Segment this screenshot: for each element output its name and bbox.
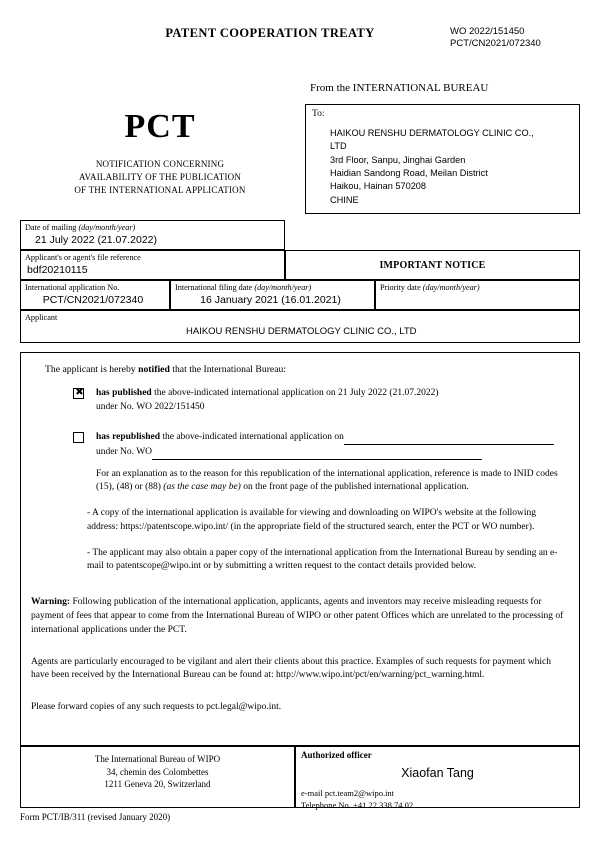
priority-date-label: Priority date (day/month/year) — [380, 283, 480, 292]
file-reference-box — [20, 250, 285, 280]
notified-intro: The applicant is hereby notified that the International Bureau: — [45, 364, 287, 375]
international-filing-date-box — [170, 280, 375, 310]
date-of-mailing-box — [20, 220, 285, 250]
applicant-box — [20, 310, 580, 343]
warning-text: Following publication of the international application, applicants, agents and inventors may receive misleading requests for payment of fees that appear to come from the International Bureau of WIPO or other patent Offices which are unrelated to the processing of international applications under the PCT. — [31, 597, 564, 635]
bureau-line-1: The International Bureau of WIPO — [94, 754, 221, 764]
international-bureau-address — [20, 746, 295, 808]
explanation-italic: (as the case may be) — [163, 482, 241, 493]
subtitle-line-1: NOTIFICATION CONCERNING — [95, 159, 225, 169]
notification-subtitle — [20, 158, 300, 197]
officer-email: e-mail pct.team2@wipo.int — [301, 788, 395, 798]
bureau-line-3: 1211 Geneva 20, Switzerland — [104, 779, 211, 790]
file-reference-value: bdf20210115 — [27, 263, 88, 276]
published-option-text — [96, 387, 569, 416]
officer-phone: Telephone No. +41 22 338 74 02 — [301, 799, 414, 810]
addressee-box — [305, 104, 580, 214]
filing-date-value: 16 January 2021 (16.01.2021) — [200, 293, 341, 306]
republication-number-blank — [152, 450, 482, 460]
filing-date-label: International filing date (day/month/year) — [175, 283, 312, 292]
priority-date-value — [376, 293, 579, 294]
republished-bold: has republished — [96, 432, 160, 443]
bureau-line-2: 34, chemin des Colombettes — [106, 766, 209, 777]
republished-text: the above-indicated international application on — [159, 432, 344, 443]
date-format-hint: (day/month/year) — [78, 223, 136, 232]
applicant-value: HAIKOU RENSHU DERMATOLOGY CLINIC CO., LTD — [186, 325, 417, 337]
priority-date-box — [375, 280, 580, 310]
paper-copy-bullet: - The applicant may also obtain a paper copy of the international application from the International Bureau by sending an e-mail to patentscope@wipo.int or by submitting a written request to the contact details provided below. — [87, 547, 558, 572]
authorized-officer-box — [295, 746, 580, 808]
address-line-4: Haidian Sandong Road, Meilan District — [330, 168, 488, 179]
republished-checkbox[interactable] — [73, 432, 84, 443]
form-identifier: Form PCT/IB/311 (revised January 2020) — [20, 812, 171, 822]
copy-availability-bullet: - A copy of the international application is available for viewing and downloading on WIPO's website at the following address: https://patentscope.wipo.int/ (in the appropriate field of the structured search, enter the PCT or WO number). — [87, 508, 536, 532]
filing-date-format-hint: (day/month/year) — [254, 283, 312, 292]
important-notice-box — [285, 250, 580, 280]
pct-logo-block — [20, 100, 300, 197]
warning-paragraph — [31, 596, 569, 637]
authorized-officer-name: Xiaofan Tang — [401, 766, 474, 780]
application-no-value: PCT/CN2021/072340 — [42, 293, 144, 306]
pct-number: PCT/CN2021/072340 — [450, 38, 541, 50]
pct-logo: PCT — [124, 108, 196, 145]
date-of-mailing-value: 21 July 2022 (21.07.2022) — [35, 233, 158, 246]
international-application-no-box — [20, 280, 170, 310]
forward-paragraph: Please forward copies of any such requests to pct.legal@wipo.int. — [31, 702, 282, 713]
subtitle-line-3: OF THE INTERNATIONAL APPLICATION — [74, 185, 246, 196]
addressee-address — [330, 127, 573, 207]
published-bold: has published — [96, 387, 152, 398]
republished-number-line: under No. WO — [96, 446, 569, 460]
subtitle-line-2: AVAILABILITY OF THE PUBLICATION — [78, 172, 242, 183]
to-label: To: — [312, 109, 325, 119]
address-line-2: LTD — [330, 141, 347, 152]
address-line-3: 3rd Floor, Sanpu, Jinghai Garden — [330, 154, 466, 165]
published-checkbox[interactable] — [73, 388, 84, 399]
from-line: From the INTERNATIONAL BUREAU — [310, 82, 489, 94]
file-reference-label: Applicant's or agent's file reference — [25, 253, 141, 262]
wo-number: WO 2022/151450 — [450, 26, 525, 37]
date-of-mailing-label: Date of mailing (day/month/year) — [25, 223, 136, 232]
published-number-line: under No. WO 2022/151450 — [96, 402, 205, 413]
warning-label: Warning: — [31, 597, 71, 608]
application-no-label: International application No. — [25, 283, 120, 292]
document-header — [0, 26, 600, 51]
authorized-officer-label: Authorized officer — [301, 750, 372, 760]
republication-explanation: For an explanation as to the reason for this republication of the international application, reference is made to INID codes (15), (48) or (88) (as the case may be) on the front page of the published international application. — [96, 468, 558, 493]
address-line-5: Haikou, Hainan 570208 — [330, 181, 427, 192]
published-option-row[interactable] — [73, 387, 569, 416]
notification-body-box — [20, 352, 580, 746]
agents-paragraph: Agents are particularly encouraged to be vigilant and alert their clients about this practice. Examples of such requests for payment which have been received by the International Bureau can be found at: http://www.wipo.int/pct/en/warning/pct_warning.html. — [31, 656, 551, 681]
publication-references — [450, 26, 600, 51]
address-line-6: CHINE — [330, 194, 359, 205]
important-notice-label: IMPORTANT NOTICE — [379, 259, 486, 271]
republished-option-text — [96, 431, 569, 495]
page-title: PATENT COOPERATION TREATY — [165, 26, 375, 40]
address-line-1: HAIKOU RENSHU DERMATOLOGY CLINIC CO., — [330, 128, 534, 138]
republication-date-blank — [344, 435, 554, 445]
published-text: the above-indicated international application on 21 July 2022 (21.07.2022) — [151, 387, 439, 398]
applicant-label: Applicant — [25, 313, 58, 322]
priority-date-format-hint: (day/month/year) — [422, 283, 480, 292]
republished-option-row[interactable] — [73, 431, 569, 495]
